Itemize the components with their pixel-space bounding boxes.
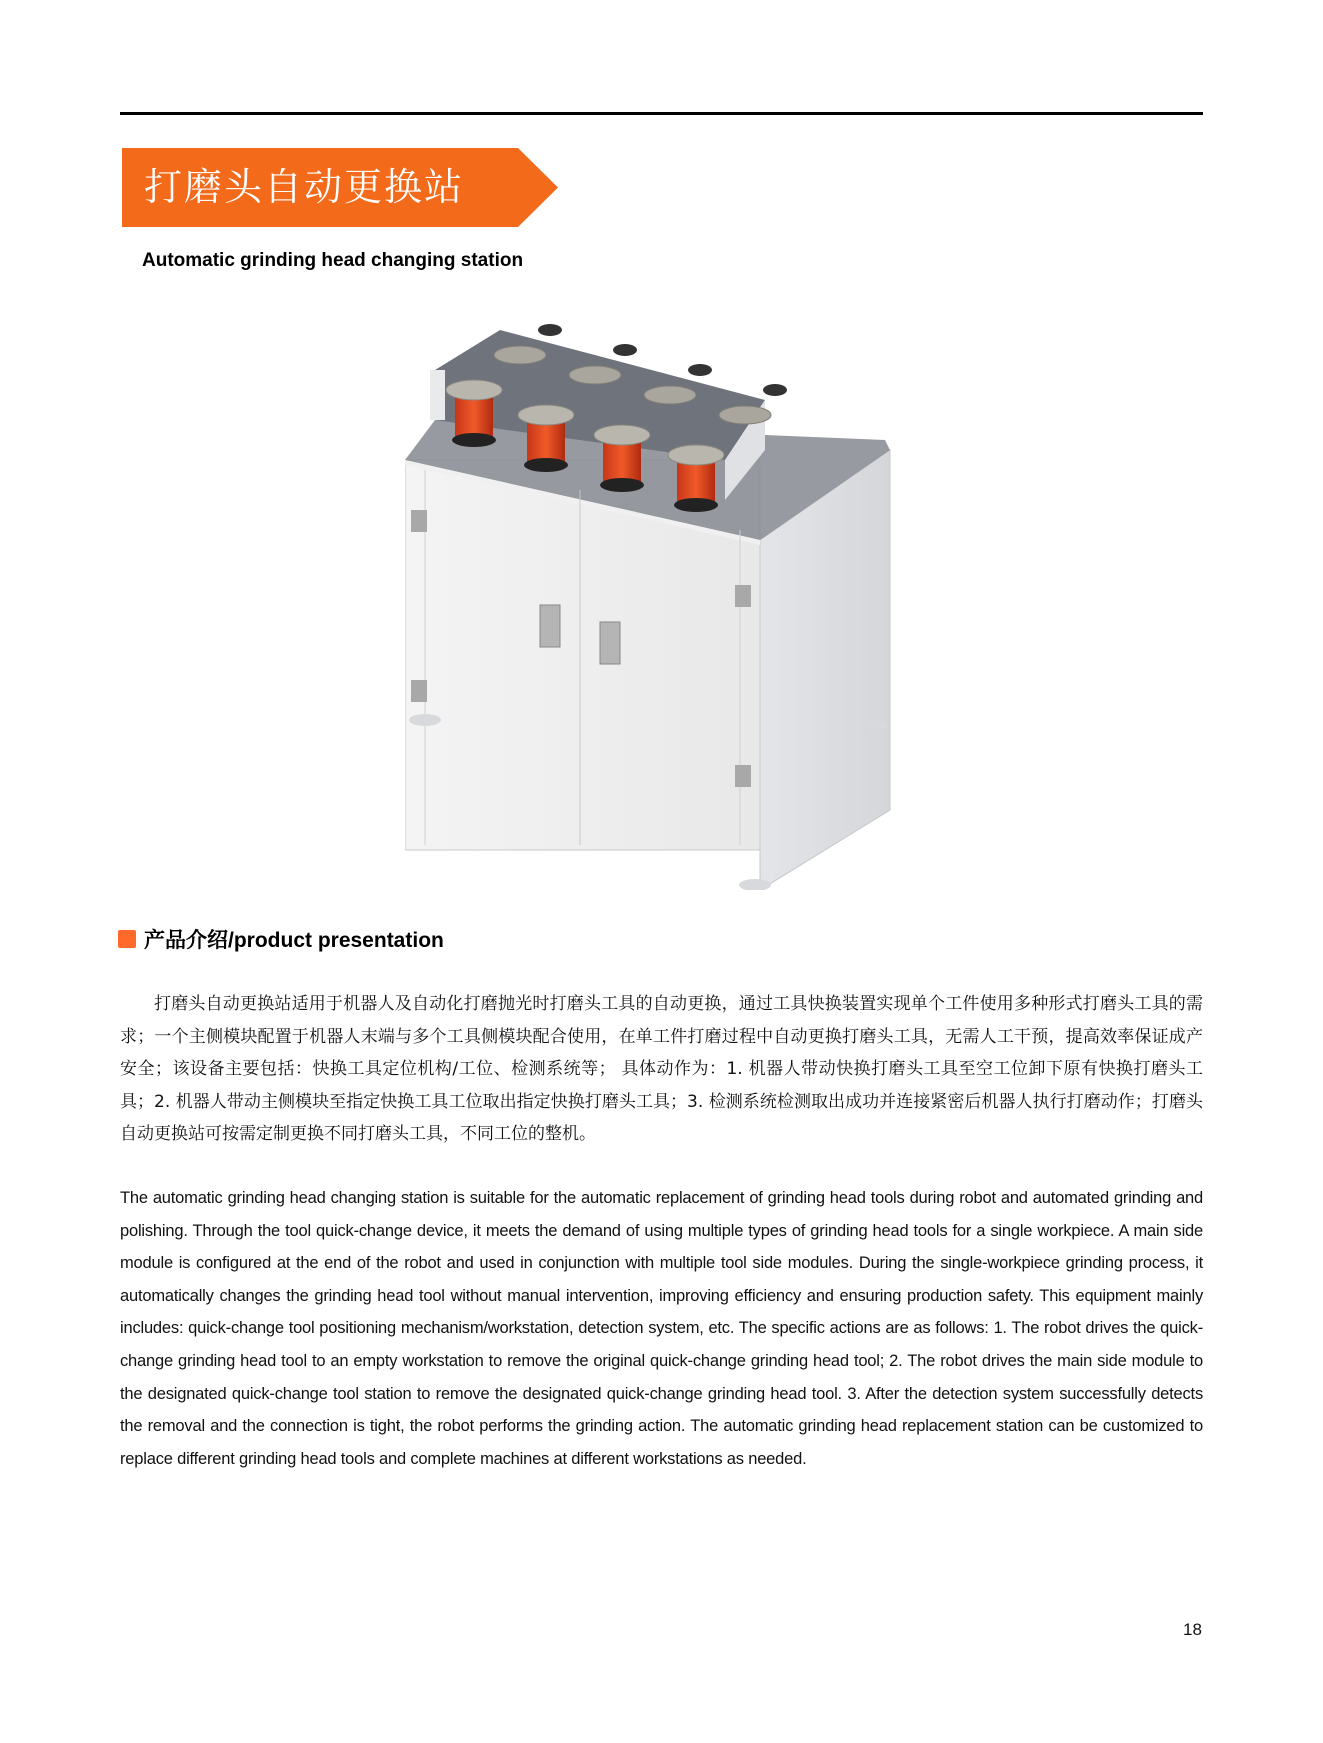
section-marker-icon — [118, 930, 136, 948]
description-chinese: 打磨头自动更换站适用于机器人及自动化打磨抛光时打磨头工具的自动更换，通过工具快换装置实现单个工件使用多种形式打磨头工具的需求；一个主侧模块配置于机器人末端与多个工具侧模块配合使用，在单工件打磨过程中自动更换打磨头工具，无需人工干预，提高效率保证成产安全；该设备主要包括：快换工具定位机构/工位、检测系统等； 具体动作为：1. 机器人带动快换打磨头工具至空工位卸下原有快换打磨头工具；2. 机器人带动主侧模块至指定快换工具工位取出指定快换打磨头工具；3. 检测系统检测取出成功并连接紧密后机器人执行打磨动作；打磨头自动更换站可按需定制更换不同打磨头工具，不同工位的整机。 — [120, 994, 1203, 1144]
top-rule — [120, 112, 1203, 115]
product-image — [405, 300, 905, 890]
description-english: The automatic grinding head changing station is suitable for the automatic replacement of grinding head tools during robot and automated grinding and polishing. Through the tool quick-change device, it meets the demand of using multiple types of grinding head tools for a single workpiece. A main side module is configured at the end of the robot and used in conjunction with multiple tool side modules. During the single-workpiece grinding process, it automatically changes the grinding head tool without manual intervention, improving efficiency and ensuring production safety. This equipment mainly includes: quick-change tool positioning mechanism/workstation, detection system, etc. The specific actions are as follows: 1. The robot drives the quick-change grinding head tool to an empty workstation to remove the original quick-change grinding head tool; 2. The robot drives the main side module to the designated quick-change tool station to remove the designated quick-change grinding head tool. 3. After the detection system successfully detects the removal and the connection is tight, the robot performs the grinding action. The automatic grinding head replacement station can be customized to replace different grinding head tools and complete machines at different workstations as needed. — [120, 1189, 1203, 1468]
page-title: 打磨头自动更换站 — [144, 165, 465, 209]
section-heading — [118, 925, 444, 953]
section-title: 产品介绍/product presentation — [144, 929, 444, 952]
page-number: 18 — [1183, 1620, 1202, 1639]
page-subtitle: Automatic grinding head changing station — [142, 250, 524, 271]
grinding-station-illustration — [405, 300, 905, 890]
title-banner — [122, 148, 558, 227]
